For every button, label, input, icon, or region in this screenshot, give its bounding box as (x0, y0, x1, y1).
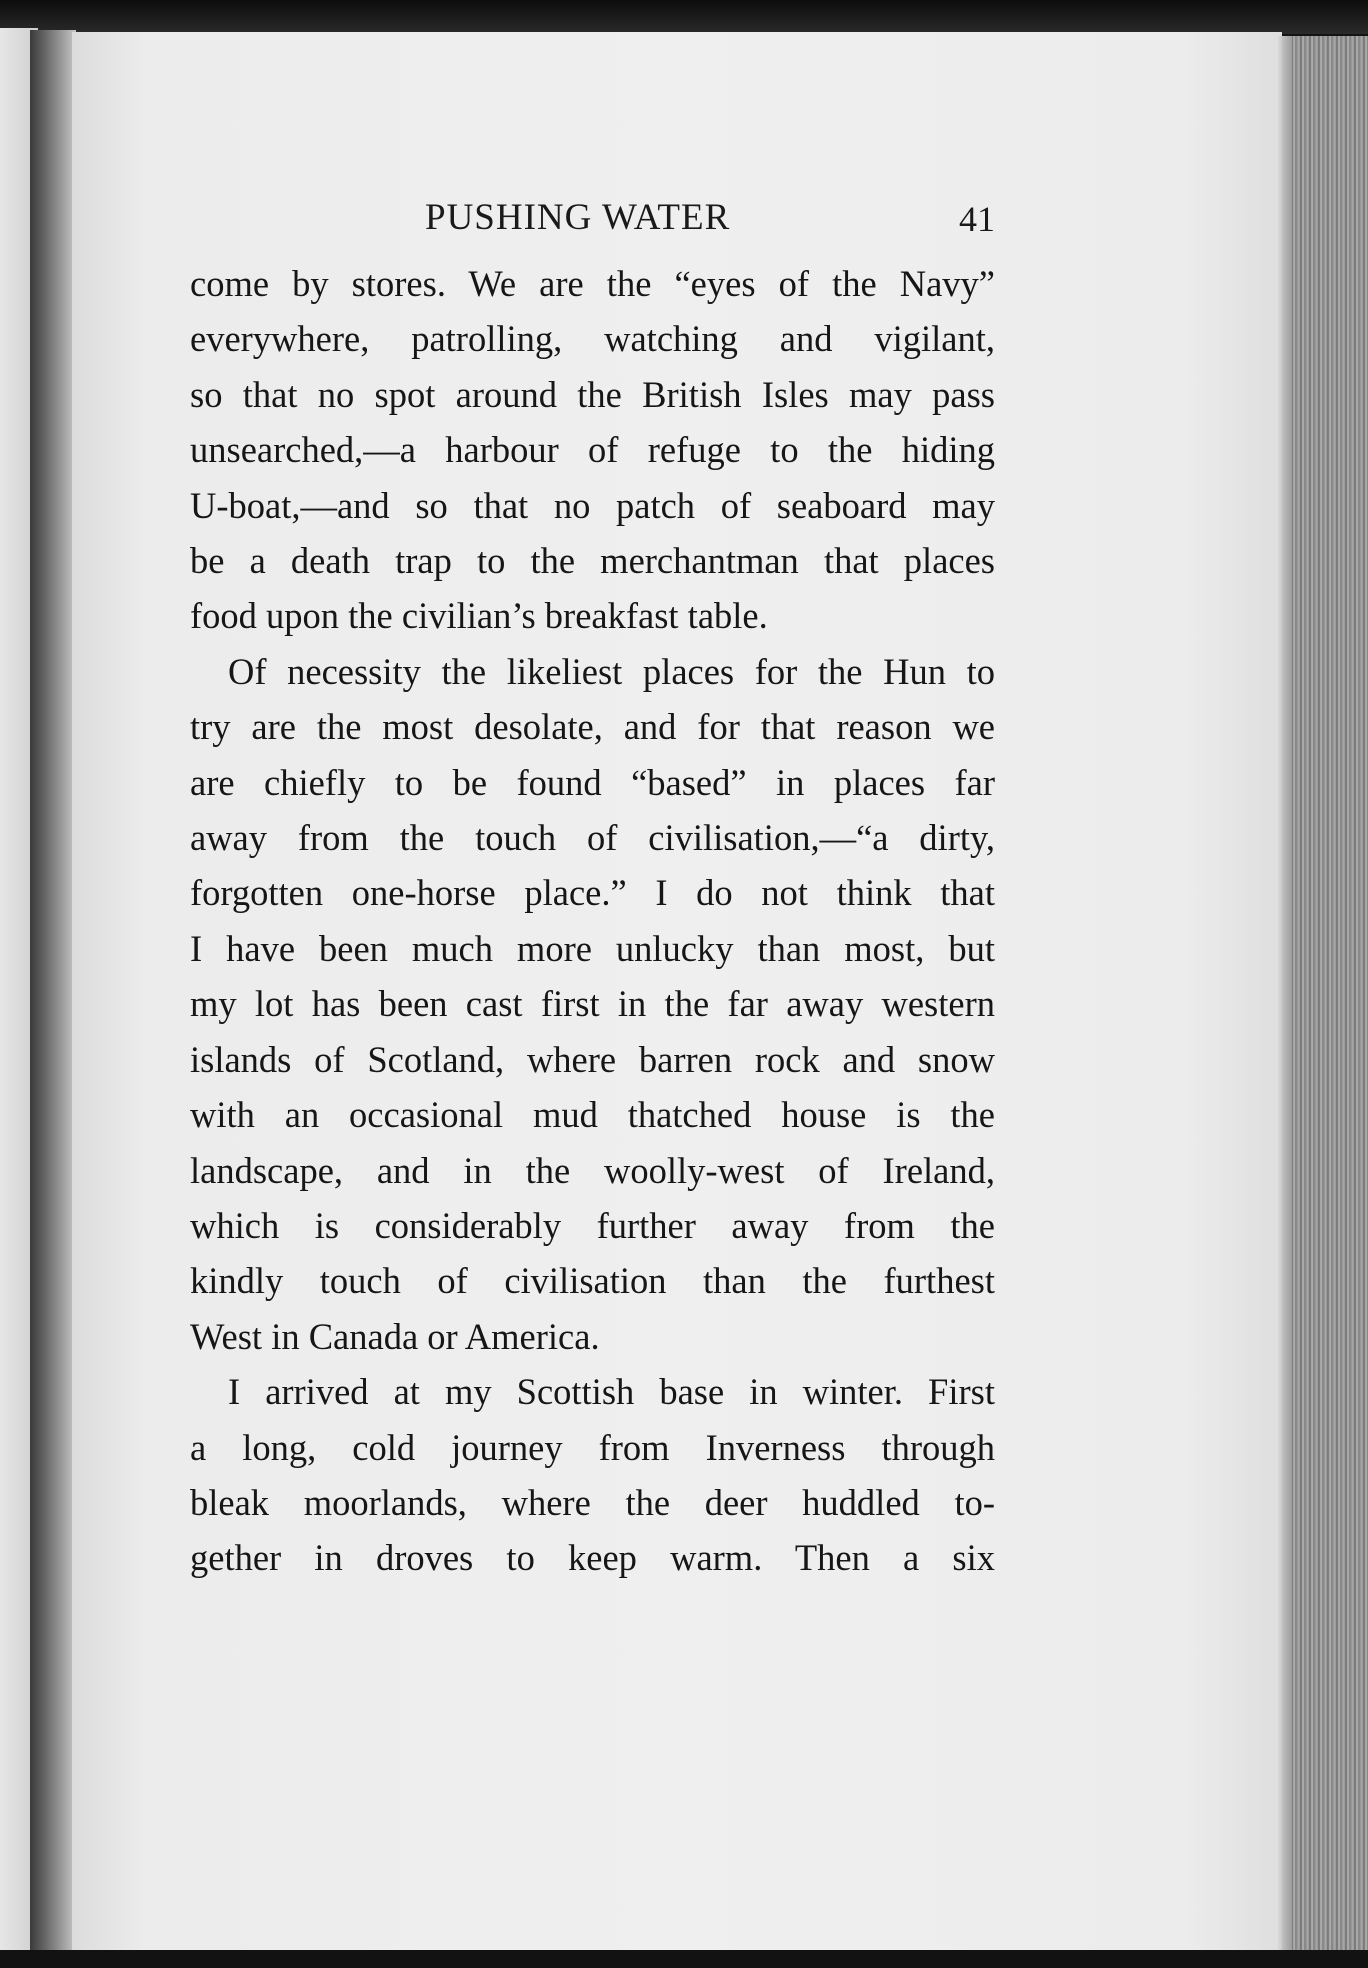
text-line: which is considerably further away from the (190, 1204, 995, 1246)
text-line: food upon the civilian’s breakfast table. (190, 595, 768, 637)
bottom-shadow (0, 1950, 1368, 1968)
paragraph-1 (190, 256, 995, 644)
text-line: landscape, and in the woolly-west of Ireland, (190, 1149, 995, 1191)
running-head-title: PUSHING WATER (425, 197, 731, 238)
text-line: West in Canada or America. (190, 1315, 600, 1357)
text-line: gether in droves to keep warm. Then a six (190, 1537, 995, 1579)
top-shadow (0, 0, 1368, 34)
text-line: forgotten one-horse place.” I do not think that (190, 872, 995, 914)
book-gutter (30, 30, 76, 1960)
text-line: are chiefly to be found “based” in places far (190, 761, 995, 803)
text-line: I arrived at my Scottish base in winter. First (228, 1371, 995, 1413)
text-line: so that no spot around the British Isles may pass (190, 373, 995, 415)
paragraph-3 (190, 1364, 995, 1586)
page-number: 41 (959, 199, 995, 239)
text-line: come by stores. We are the “eyes of the Navy” (190, 263, 995, 304)
text-line: be a death trap to the merchantman that places (190, 540, 995, 582)
text-line: kindly touch of civilisation than the furthest (190, 1260, 995, 1302)
body-text (190, 256, 995, 1586)
text-line: islands of Scotland, where barren rock and snow (190, 1038, 995, 1080)
text-line: a long, cold journey from Inverness through (190, 1426, 995, 1468)
running-head (190, 196, 995, 246)
paragraph-2 (190, 644, 995, 1364)
page-edges (1278, 36, 1368, 1960)
text-line: bleak moorlands, where the deer huddled to- (190, 1481, 995, 1523)
text-line: I have been much more unlucky than most, but (190, 927, 995, 969)
text-line: U-boat,—and so that no patch of seaboard may (190, 484, 995, 526)
text-line: unsearched,—a harbour of refuge to the hiding (190, 429, 995, 471)
text-line: my lot has been cast first in the far away western (190, 983, 995, 1025)
text-line: everywhere, patrolling, watching and vigilant, (190, 318, 995, 360)
text-line: with an occasional mud thatched house is the (190, 1094, 995, 1136)
text-line: away from the touch of civilisation,—“a dirty, (190, 817, 995, 859)
text-line: try are the most desolate, and for that reason we (190, 706, 995, 748)
text-line: Of necessity the likeliest places for the Hun to (228, 650, 995, 692)
